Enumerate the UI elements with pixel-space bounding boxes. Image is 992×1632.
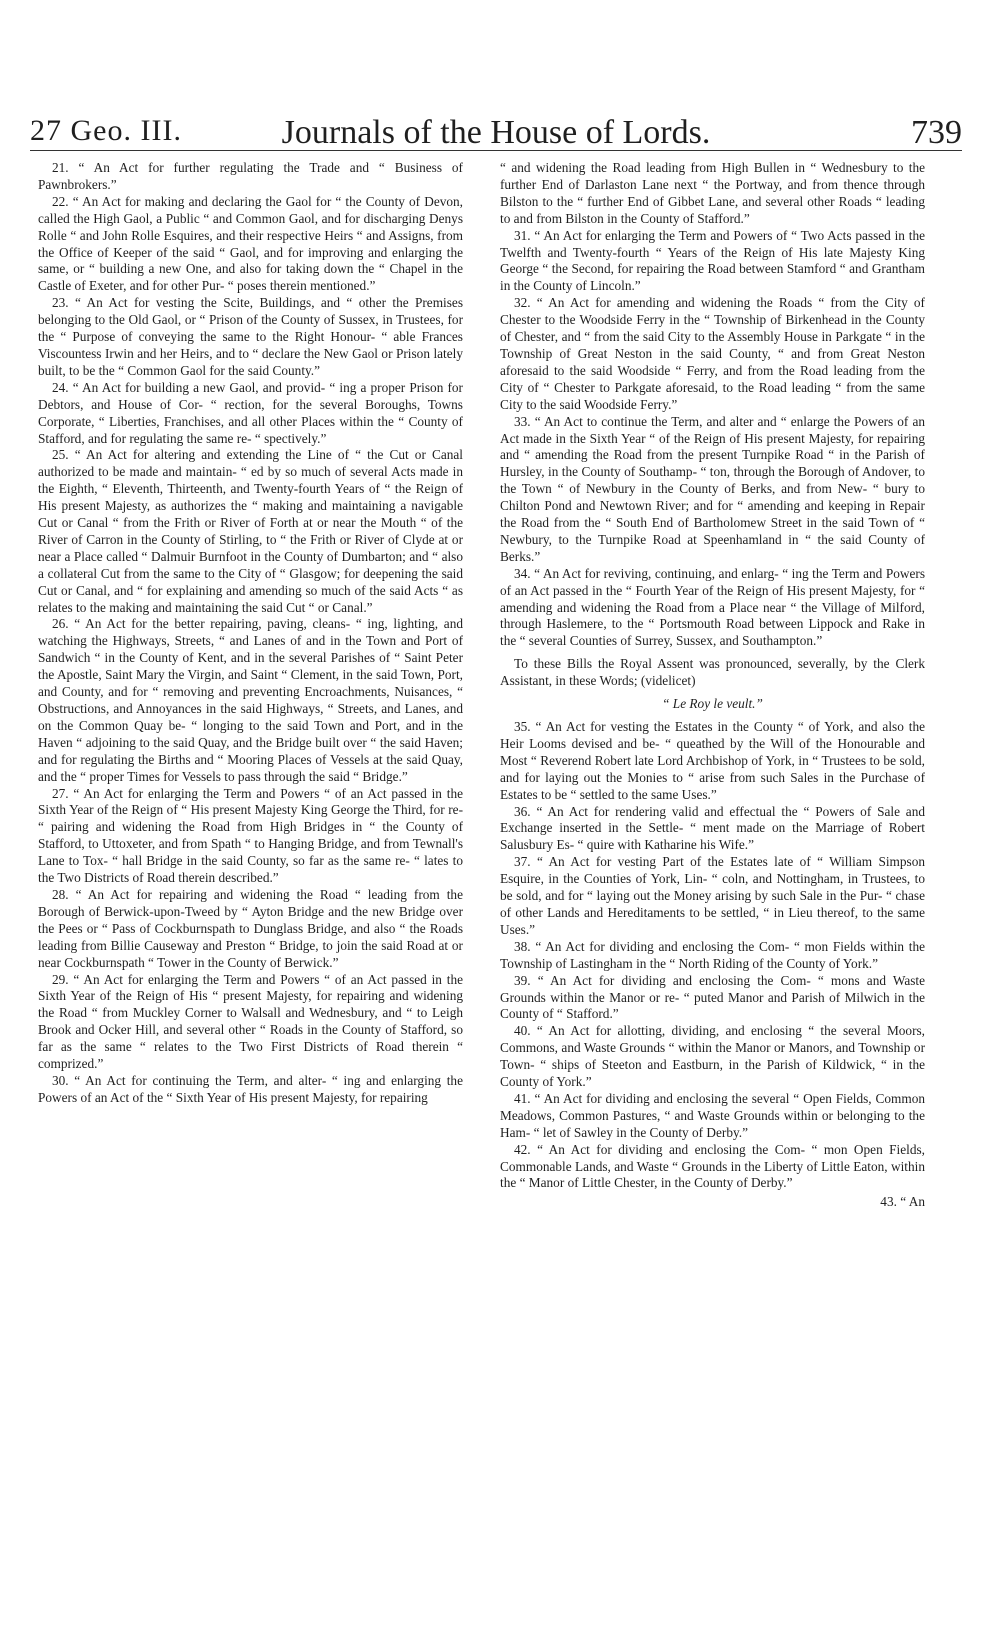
act-39: 39. “ An Act for dividing and enclosing the Com- “ mons and Waste Grounds within the Manor or re- “ puted Manor and Parish of Milwich in the County of “ Stafford.” [500, 972, 925, 1022]
header-rule [30, 150, 962, 151]
act-22: 22. “ An Act for making and declaring the Gaol for “ the County of Devon, called the High Gaol, a Public “ and Common Gaol, and for discharging Denys Rolle “ and John Rolle Esquires, and their respective Heirs “ and Assigns, from the Office of Keeper of the said “ Gaol, and for improving and enlarging the same, or “ building a new One, and also for taking down the “ Chapel in the Castle of Exeter, and for other Pur- “ poses therein mentioned.” [38, 193, 463, 294]
act-36: 36. “ An Act for rendering valid and effectual the “ Powers of Sale and Exchange inserted in the Settle- “ ment made on the Marriage of Robert Salusbury Es- “ quire with Katharine his Wife.” [500, 803, 925, 853]
act-29: 29. “ An Act for enlarging the Term and Powers “ of an Act passed in the Sixth Year of the Reign of His “ present Majesty, for repairing and widening the Road “ from Muckley Corner to Walsall and Wednesbury, and “ to Leigh Brook and Ocker Hill, and several other “ Roads in the County of Stafford, so far as the same “ relates to the Two First Districts of Road therein “ comprized.” [38, 971, 463, 1072]
right-column [500, 160, 925, 1592]
act-30-continued: “ and widening the Road leading from High Bullen in “ Wednesbury to the further End of Darlaston Lane next “ the Portway, and from thence through Bilston to the “ further End of Gibbet Lane, and several other Roads “ leading to and from Bilston in the County of Stafford.” [500, 160, 925, 226]
act-27: 27. “ An Act for enlarging the Term and Powers “ of an Act passed in the Sixth Year of the Reign of “ His present Majesty King George the Third, for re- “ pairing and widening the Road from High Bridges in “ the County of Stafford, to Uttoxeter, and from Spath “ to Hanging Bridge, and from Tewnall's Lane to Tox- “ hall Bridge in the said County, so far as the same re- “ lates to the Two Districts of Road therein described.” [38, 785, 463, 886]
act-41: 41. “ An Act for dividing and enclosing the several “ Open Fields, Common Meadows, Common Pastures, “ and Waste Grounds within or belonging to the Ham- “ let of Sawley in the County of Derby.” [500, 1090, 925, 1140]
journal-title: Journals of the House of Lords. [281, 114, 711, 151]
catchword: 43. “ An [880, 1194, 925, 1210]
act-28: 28. “ An Act for repairing and widening the Road “ leading from the Borough of Berwick-upon-Tweed by “ Ayton Bridge and the new Bridge over the Pees or “ Pass of Cockburnspath to Dunglass Bridge, and also “ the Roads leading from Billie Causeway and Preston “ Bridge, to join the said Road at or near Cockburnspath “ Tower in the County of Berwick.” [38, 886, 463, 970]
act-23: 23. “ An Act for vesting the Scite, Buildings, and “ other the Premises belonging to the Old Gaol, or “ Prison of the County of Sussex, in Trustees, for the “ Purpose of conveying the same to the Right Honour- “ able Frances Viscountess Irwin and her Heirs, and to “ declare the New Gaol or Prison lately built, to be the “ Common Gaol for the said County.” [38, 295, 463, 378]
royal-assent-note: To these Bills the Royal Assent was pronounced, severally, by the Clerk Assistant, in these Words; (videlicet) [500, 656, 925, 689]
act-34: 34. “ An Act for reviving, continuing, and enlarg- “ ing the Term and Powers of an Act passed in the “ Fourth Year of the Reign of His present Majesty, for “ amending and widening the Road from a Place near “ the Village of Milford, through Haslemere, to the “ Portsmouth Road between Lippock and Rake in the “ several Counties of Surrey, Sussex, and Southampton.” [500, 565, 925, 649]
page-header [30, 112, 962, 158]
act-38: 38. “ An Act for dividing and enclosing the Com- “ mon Fields within the Township of Lastingham in the “ North Riding of the County of York.” [500, 938, 925, 971]
page-number: 739 [911, 114, 962, 151]
regnal-year: 27 Geo. III. [30, 114, 182, 147]
act-30-start: 30. “ An Act for continuing the Term, and alter- “ ing and enlarging the Powers of an Act of the “ Sixth Year of His present Majesty, for repairing [38, 1072, 463, 1105]
act-42: 42. “ An Act for dividing and enclosing the Com- “ mon Open Fields, Commonable Lands, and Waste “ Grounds in the Liberty of Little Eaton, within the “ Manor of Little Chester, in the County of Derby.” [500, 1141, 925, 1191]
act-31: 31. “ An Act for enlarging the Term and Powers of “ Two Acts passed in the Twelfth and Twenty-fourth “ Years of the Reign of His late Majesty King George “ the Second, for repairing the Road between Stamford “ and Grantham in the County of Lincoln.” [500, 227, 925, 294]
act-33: 33. “ An Act to continue the Term, and alter and “ enlarge the Powers of an Act made in the Sixth Year “ of the Reign of His present Majesty, for repairing and “ amending the Road from the present Turnpike Road “ in the Parish of Hursley, in the County of Southamp- “ ton, through the Borough of Andover, to the Town “ of Newbury in the County of Berks, and from New- “ bury to Chilton Pond and Newtown River; and for “ amending and keeping in Repair the Road from the “ South End of Bartholomew Street in the said Town of “ Newbury, to the Turnpike Road at Speenhamland in “ the said County of Berks.” [500, 413, 925, 564]
act-24: 24. “ An Act for building a new Gaol, and provid- “ ing a proper Prison for Debtors, and House of Cor- “ rection, for the several Boroughs, Towns Corporate, “ Liberties, Franchises, and all other Places within the “ County of Stafford, and for regulating the same re- “ spectively.” [38, 379, 463, 446]
royal-assent-formula: “ Le Roy le veult.” [662, 696, 763, 712]
act-25: 25. “ An Act for altering and extending the Line of “ the Cut or Canal authorized to be made and maintain- “ ed by so much of several Acts made in the Eighth, “ Eleventh, Thirteenth, and Twenty-fourth Years of “ the Reign of His present Majesty, as authorizes the “ making and maintaining a navigable Cut or Canal “ from the Frith or River of Forth at or near the Mouth “ of the River of Carron in the County of Stirling, to “ the Frith or River of Clyde at or near a Place called “ Dalmuir Burnfoot in the County of Dumbarton; and “ also a collateral Cut from the same to the City of “ Glasgow; for deepening the said Cut or Canal, and “ for explaining and amending so much of the said Acts “ as relates to the making and maintaining the said Cut “ or Canal.” [38, 447, 463, 615]
left-column [38, 160, 463, 1592]
act-35: 35. “ An Act for vesting the Estates in the County “ of York, and also the Heir Looms devised and be- “ queathed by the Will of the Honourable and Most “ Reverend Robert late Lord Archbishop of York, in “ Trustees to be sold, and for laying out the Monies to “ arise from such Sales in the Purchase of Estates to be “ settled to the same Uses.” [500, 719, 925, 802]
act-21: 21. “ An Act for further regulating the Trade and “ Business of Pawnbrokers.” [38, 160, 463, 192]
act-26: 26. “ An Act for the better repairing, paving, cleans- “ ing, lighting, and watching the Highways, Streets, “ and Lanes of and in the Town and Port of Sandwich “ in the County of Kent, and in the several Parishes of “ Saint Peter the Apostle, Saint Mary the Virgin, and Saint “ Clement, in the said Town, Port, and County, and for “ removing and preventing Encroachments, Nuisances, “ Obstructions, and Annoyances in the said Highways, “ Streets, and Lanes, and on the Common Quay be- “ longing to the said Town and Port, and in the Haven “ adjoining to the said Quay, and the Bridge built over “ the said Haven; and for regulating the Births and “ Mooring Places of Vessels at the said Quay, and the “ proper Times for Vessels to pass through the said “ Bridge.” [38, 616, 463, 784]
act-37: 37. “ An Act for vesting Part of the Estates late of “ William Simpson Esquire, in the Counties of York, Lin- “ coln, and Nottingham, in Trustees, to be sold, and for “ laying out the Money arising by such Sale in the Pur- “ chase of other Lands and Hereditaments to be settled, “ in Lieu thereof, to the same Uses.” [500, 854, 925, 937]
act-32: 32. “ An Act for amending and widening the Roads “ from the City of Chester to the Woodside Ferry in the “ Township of Birkenhead in the County of Chester, and “ from the said City to the Assembly House in Parkgate “ in the Township of Great Neston in the said County, “ and from Great Neston aforesaid to the said Woodside “ Ferry, and from the Road leading from the City of “ Chester to Parkgate aforesaid, to the Road leading “ from the same City to the said Woodside Ferry.” [500, 295, 925, 412]
act-40: 40. “ An Act for allotting, dividing, and enclosing “ the several Moors, Commons, and Waste Grounds “ within the Manor or Manors, and Township or Town- “ ships of Steeton and Eastburn, in the Parish of Kildwick, “ in the County of York.” [500, 1023, 925, 1090]
